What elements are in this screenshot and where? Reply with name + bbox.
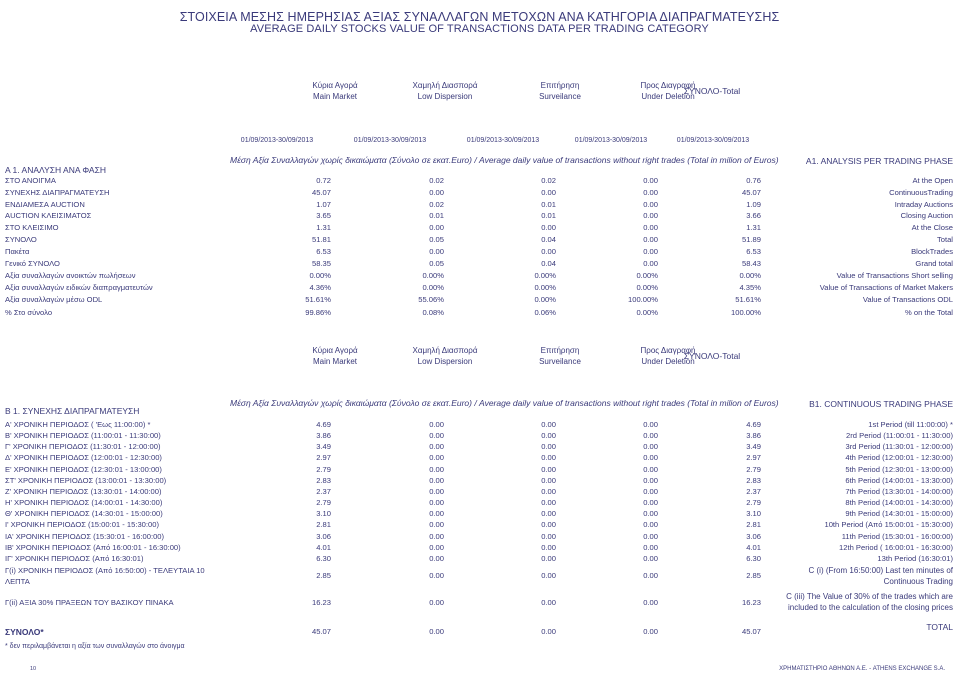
- cell-surv: 0.01: [541, 211, 556, 221]
- cell-low: 0.00: [429, 598, 444, 607]
- row-label-en: 1st Period (till 11:00:00) *: [868, 420, 953, 429]
- row-label-en: Value of Transactions ODL: [862, 295, 953, 305]
- cell-low: 0.00: [429, 475, 444, 485]
- cell-main: 3.65: [316, 211, 331, 221]
- col-header-en: Main Market: [312, 92, 357, 101]
- col-header-gr: Κύρια Αγορά: [312, 81, 358, 90]
- cell-del: 0.00: [643, 176, 658, 185]
- top-col-1: [385, 80, 505, 102]
- row-label: ΣΤ' ΧΡΟΝΙΚΗ ΠΕΡΙΟΔΟΣ (13:00:01 - 13:30:00): [5, 475, 167, 485]
- row-label-en: C (iii) The Value of 30% of the trades which are: [786, 592, 953, 601]
- cell-main: 3.86: [316, 431, 331, 441]
- row-label-en: 6th Period (14:00:01 - 13:30:00): [845, 475, 953, 485]
- row-label: Ι' ΧΡΟΝΙΚΗ ΠΕΡΙΟΔΟΣ (15:00:01 - 15:30:00): [5, 520, 159, 530]
- cell-total: 58.43: [741, 258, 761, 268]
- cell-del: 0.00: [643, 509, 658, 519]
- cell-del: 0.00: [643, 486, 658, 496]
- col-header-gr: Χαμηλή Διασπορά: [412, 81, 478, 90]
- row-label-en: C (i) (From 16:50:00) Last ten minutes of: [808, 566, 953, 575]
- cell-del: 0.00%: [636, 270, 658, 280]
- cell-low: 0.00: [429, 442, 444, 452]
- cell-del: 0.00: [643, 542, 658, 552]
- row-label: ΙΑ' ΧΡΟΝΙΚΗ ΠΕΡΙΟΔΟΣ (15:30:01 - 16:00:00): [5, 531, 165, 541]
- cell-surv: 0.01: [541, 199, 556, 209]
- page-number: 10: [30, 666, 37, 672]
- bottom-col-2: [500, 345, 620, 367]
- cell-surv: 0.00: [541, 453, 556, 463]
- cell-low: 0.00: [429, 420, 444, 429]
- row-label-en: 11th Period (15:30:01 - 16:00:00): [841, 531, 953, 541]
- row-label-en: ContinuousTrading: [889, 187, 953, 197]
- cell-main: 16.23: [311, 598, 331, 607]
- row-label: ΣΤΟ ΑΝΟΙΓΜΑ: [5, 176, 56, 185]
- date-range-2: 01/09/2013-30/09/2013: [466, 137, 540, 144]
- cell-total: 0.00%: [739, 270, 761, 280]
- publisher: ΧΡΗΜΑΤΙΣΤΗΡΙΟ ΑΘΗΝΩΝ Α.Ε. - ATHENS EXCHANGE S.A.: [779, 666, 945, 672]
- cell-low: 0.01: [429, 211, 444, 221]
- cell-low: 0.02: [429, 199, 444, 209]
- cell-low: 0.00: [429, 464, 444, 474]
- cell-low: 0.00: [429, 246, 444, 256]
- row-label: ΙΓ' ΧΡΟΝΙΚΗ ΠΕΡΙΟΔΟΣ (Από 16:30:01): [5, 553, 144, 563]
- cell-main: 4.69: [316, 420, 331, 429]
- row-label: Γενικό ΣΥΝΟΛΟ: [5, 258, 60, 268]
- cell-main: 51.61%: [305, 295, 331, 305]
- col-header-en: Surveilance: [539, 92, 581, 101]
- cell-total: 3.86: [746, 431, 761, 441]
- row-label: ΣΥΝΕΧΗΣ ΔΙΑΠΡΑΓΜΑΤΕΥΣΗ: [5, 187, 110, 197]
- row-label: Α' ΧΡΟΝΙΚΗ ΠΕΡΙΟΔΟΣ ( 'Εως 11:00:00) *: [5, 420, 151, 429]
- cell-main: 4.36%: [309, 282, 331, 292]
- row-label: Ζ' ΧΡΟΝΙΚΗ ΠΕΡΙΟΔΟΣ (13:30:01 - 14:00:00): [5, 486, 162, 496]
- cell-del: 0.00: [643, 553, 658, 563]
- cell-del: 0.00: [643, 531, 658, 541]
- cell-main: 2.97: [316, 453, 331, 463]
- cell-main: 45.07: [311, 187, 331, 197]
- col-header-gr: Προς Διαγραφή: [640, 346, 696, 355]
- cell-surv: 0.00: [541, 509, 556, 519]
- row-label-2: ΛΕΠΤΑ: [5, 577, 30, 586]
- cell-main: 2.79: [316, 498, 331, 508]
- row-label: AUCTION ΚΛΕΙΣΙΜΑΤΟΣ: [5, 211, 92, 221]
- cell-total: 4.35%: [739, 282, 761, 292]
- cell-surv: 0.04: [541, 235, 556, 244]
- cell-total: 2.79: [746, 464, 761, 474]
- row-label: Πακέτα: [5, 246, 30, 256]
- cell-total: 6.30: [746, 553, 761, 563]
- cell-del: 0.00: [643, 420, 658, 429]
- row-label: Θ' ΧΡΟΝΙΚΗ ΠΕΡΙΟΔΟΣ (14:30:01 - 15:00:00): [5, 509, 163, 519]
- cell-surv: 0.00%: [534, 270, 556, 280]
- row-label-en: Total: [936, 235, 953, 244]
- row-label-en: Value of Transactions of Market Makers: [819, 282, 953, 292]
- cell-low: 0.00: [429, 431, 444, 441]
- cell-del: 0.00: [643, 431, 658, 441]
- cell-total: 2.85: [746, 571, 761, 580]
- cell-del: 0.00: [643, 627, 658, 636]
- row-label-en: Value of Transactions Short selling: [836, 270, 953, 280]
- cell-total: 3.06: [746, 531, 761, 541]
- row-label-en: 9th Period (14:30:01 - 15:00:00): [845, 509, 953, 519]
- cell-low: 0.08%: [422, 307, 444, 317]
- cell-surv: 0.00: [541, 420, 556, 429]
- cell-total: 4.01: [746, 542, 761, 552]
- cell-total: 3.66: [746, 211, 761, 221]
- row-label-en: 8th Period (14:00:01 - 14:30:00): [845, 498, 953, 508]
- col-header-en: Low Dispersion: [417, 357, 473, 366]
- cell-main: 1.31: [316, 223, 331, 233]
- cell-main: 2.81: [316, 520, 331, 530]
- subtitle-a: Μέση Αξία Συναλλαγών χωρίς δικαιώματα (Σύνολο σε εκατ.Euro) / Average daily value of transactions without right trades (Total in milion of Euros): [230, 155, 779, 165]
- cell-total: 6.53: [746, 246, 761, 256]
- cell-total: 2.81: [746, 520, 761, 530]
- col-header-gr: Προς Διαγραφή: [640, 81, 696, 90]
- cell-surv: 0.00: [541, 486, 556, 496]
- cell-surv: 0.00%: [534, 282, 556, 292]
- cell-total: 2.97: [746, 453, 761, 463]
- cell-low: 0.00: [429, 520, 444, 530]
- cell-surv: 0.00%: [534, 295, 556, 305]
- row-label: Γ(ii) ΑΞΙΑ 30% ΠΡΑΞΕΩΝ ΤΟΥ ΒΑΣΙΚΟΥ ΠΙΝΑΚΑ: [5, 598, 174, 607]
- row-label: Γ' ΧΡΟΝΙΚΗ ΠΕΡΙΟΔΟΣ (11:30:01 - 12:00:00): [5, 442, 161, 452]
- cell-del: 0.00: [643, 453, 658, 463]
- top-col-2: [500, 80, 620, 102]
- row-label-en: BlockTrades: [911, 246, 953, 256]
- row-label-en: Closing Auction: [900, 211, 953, 221]
- cell-del: 0.00: [643, 235, 658, 244]
- row-label: Αξία συναλλαγών μέσω ODL: [5, 295, 103, 305]
- page-title-english: AVERAGE DAILY STOCKS VALUE OF TRANSACTIONS DATA PER TRADING CATEGORY: [250, 23, 709, 35]
- cell-low: 0.00%: [422, 270, 444, 280]
- cell-main: 99.86%: [305, 307, 331, 317]
- cell-surv: 0.00: [541, 187, 556, 197]
- cell-main: 6.30: [316, 553, 331, 563]
- cell-del: 0.00%: [636, 307, 658, 317]
- row-label-en: % on the Total: [905, 307, 953, 317]
- top-col-total: ΣΥΝΟΛΟ-Total: [683, 86, 741, 96]
- cell-del: 0.00: [643, 187, 658, 197]
- cell-surv: 0.00: [541, 442, 556, 452]
- cell-surv: 0.00: [541, 531, 556, 541]
- cell-del: 0.00: [643, 258, 658, 268]
- col-header-en: Surveilance: [539, 357, 581, 366]
- cell-low: 0.00: [429, 223, 444, 233]
- cell-surv: 0.04: [541, 258, 556, 268]
- cell-del: 0.00: [643, 475, 658, 485]
- cell-main: 3.10: [316, 509, 331, 519]
- cell-surv: 0.06%: [534, 307, 556, 317]
- cell-low: 0.00: [429, 486, 444, 496]
- cell-total: 45.07: [741, 627, 761, 636]
- col-header-en: Under Deletion: [641, 357, 695, 366]
- section-a-title-en: A1. ANALYSIS PER TRADING PHASE: [805, 156, 953, 166]
- cell-del: 0.00%: [636, 282, 658, 292]
- cell-total: 1.09: [746, 199, 761, 209]
- row-label-en: 13th Period (16:30:01): [877, 553, 953, 563]
- cell-surv: 0.00: [541, 553, 556, 563]
- row-label-en: 5th Period (12:30:01 - 13:00:00): [845, 464, 953, 474]
- section-b-title: Β 1. ΣΥΝΕΧΗΣ ΔΙΑΠΡΑΓΜΑΤΕΥΣΗ: [5, 406, 140, 416]
- col-header-gr: Επιτήρηση: [540, 81, 580, 90]
- cell-del: 0.00: [643, 464, 658, 474]
- row-label: ΣΥΝΟΛΟ*: [5, 627, 44, 637]
- cell-del: 0.00: [643, 246, 658, 256]
- cell-total: 45.07: [741, 187, 761, 197]
- cell-surv: 0.00: [541, 498, 556, 508]
- row-label: Β' ΧΡΟΝΙΚΗ ΠΕΡΙΟΔΟΣ (11:00:01 - 11:30:00): [5, 431, 161, 441]
- row-label-en: 10th Period (Από 15:00:01 - 15:30:00): [824, 520, 953, 530]
- cell-del: 0.00: [643, 199, 658, 209]
- cell-surv: 0.00: [541, 223, 556, 233]
- page-title-greek: ΣΤΟΙΧΕΙΑ ΜΕΣΗΣ ΗΜΕΡΗΣΙΑΣ ΑΞΙΑΣ ΣΥΝΑΛΛΑΓΩΝ ΜΕΤΟΧΩΝ ΑΝΑ ΚΑΤΗΓΟΡΙΑ ΔΙΑΠΡΑΓΜΑΤΕΥΣΗΣ: [179, 10, 780, 24]
- row-label: Δ' ΧΡΟΝΙΚΗ ΠΕΡΙΟΔΟΣ (12:00:01 - 12:30:00): [5, 453, 162, 463]
- col-header-en: Under Deletion: [641, 92, 695, 101]
- cell-del: 0.00: [643, 211, 658, 221]
- cell-total: 2.79: [746, 498, 761, 508]
- cell-surv: 0.00: [541, 431, 556, 441]
- row-label: Αξία συναλλαγών ειδικών διαπραγματευτών: [5, 282, 153, 292]
- cell-main: 3.06: [316, 531, 331, 541]
- row-label-en: 2rd Period (11:00:01 - 11:30:00): [846, 431, 953, 441]
- cell-total: 3.10: [746, 509, 761, 519]
- cell-low: 0.00: [429, 187, 444, 197]
- row-label: ΙΒ' ΧΡΟΝΙΚΗ ΠΕΡΙΟΔΟΣ (Από 16:00:01 - 16:30:00): [5, 542, 181, 552]
- row-label-en: 4th Period (12:00:01 - 12:30:00): [845, 453, 953, 463]
- cell-low: 0.00: [429, 553, 444, 563]
- row-label: Γ(i) ΧΡΟΝΙΚΗ ΠΕΡΙΟΔΟΣ (Από 16:50:00) - ΤΕΛΕΥΤΑΙΑ 10: [5, 566, 205, 575]
- cell-surv: 0.00: [541, 571, 556, 580]
- cell-del: 0.00: [643, 223, 658, 233]
- cell-main: 0.00%: [309, 270, 331, 280]
- row-label: Ε' ΧΡΟΝΙΚΗ ΠΕΡΙΟΔΟΣ (12:30:01 - 13:00:00): [5, 464, 162, 474]
- cell-low: 0.00: [429, 509, 444, 519]
- cell-total: 51.61%: [735, 295, 761, 305]
- cell-total: 51.89: [741, 235, 761, 244]
- cell-low: 55.06%: [418, 295, 444, 305]
- cell-low: 0.00: [429, 498, 444, 508]
- cell-total: 2.83: [746, 475, 761, 485]
- cell-main: 0.72: [316, 176, 331, 185]
- cell-del: 0.00: [643, 571, 658, 580]
- bottom-col-total: ΣΥΝΟΛΟ-Total: [683, 351, 741, 361]
- cell-low: 0.00: [429, 542, 444, 552]
- cell-surv: 0.00: [541, 464, 556, 474]
- cell-total: 4.69: [746, 420, 761, 429]
- cell-low: 0.05: [429, 235, 444, 244]
- col-header-en: Main Market: [312, 357, 357, 366]
- row-label-en: Grand total: [915, 258, 953, 268]
- row-label: ΣΤΟ ΚΛΕΙΣΙΜΟ: [5, 223, 59, 233]
- cell-low: 0.00%: [422, 282, 444, 292]
- row-label: ΕΝΔΙΑΜΕΣΑ AUCTION: [5, 199, 85, 209]
- cell-main: 45.07: [311, 627, 331, 636]
- top-col-0: [275, 80, 395, 102]
- cell-main: 58.35: [311, 258, 331, 268]
- col-header-gr: Χαμηλή Διασπορά: [412, 346, 478, 355]
- row-label-en-2: Continuous Trading: [883, 577, 953, 586]
- cell-main: 51.81: [311, 235, 331, 244]
- cell-main: 4.01: [316, 542, 331, 552]
- row-label: ΣΥΝΟΛΟ: [5, 235, 37, 244]
- row-label-en: 12th Period ( 16:00:01 - 16:30:00): [839, 542, 953, 552]
- cell-main: 1.07: [316, 199, 331, 209]
- cell-low: 0.00: [429, 453, 444, 463]
- bottom-col-0: [275, 345, 395, 367]
- cell-main: 2.79: [316, 464, 331, 474]
- cell-surv: 0.02: [541, 176, 556, 185]
- subtitle-b: Μέση Αξία Συναλλαγών χωρίς δικαιώματα (Σύνολο σε εκατ.Euro) / Average daily value of transactions without right trades (Total in milion of Euros): [230, 398, 779, 408]
- cell-surv: 0.00: [541, 598, 556, 607]
- cell-total: 100.00%: [731, 307, 761, 317]
- cell-surv: 0.00: [541, 246, 556, 256]
- row-label: % Στο σύνολο: [5, 307, 53, 317]
- cell-surv: 0.00: [541, 627, 556, 636]
- cell-low: 0.05: [429, 258, 444, 268]
- cell-del: 0.00: [643, 442, 658, 452]
- cell-main: 6.53: [316, 246, 331, 256]
- cell-total: 0.76: [746, 176, 761, 185]
- col-header-en: Low Dispersion: [417, 92, 473, 101]
- row-label: Η' ΧΡΟΝΙΚΗ ΠΕΡΙΟΔΟΣ (14:00:01 - 14:30:00): [5, 498, 163, 508]
- cell-low: 0.02: [429, 176, 444, 185]
- col-header-gr: Επιτήρηση: [540, 346, 580, 355]
- cell-main: 2.85: [316, 571, 331, 580]
- date-range-1: 01/09/2013-30/09/2013: [353, 137, 427, 144]
- row-label-en: TOTAL: [926, 622, 953, 632]
- cell-main: 2.83: [316, 475, 331, 485]
- cell-low: 0.00: [429, 627, 444, 636]
- row-label: Αξία συναλλαγών ανοικτών πωλήσεων: [5, 270, 136, 280]
- cell-low: 0.00: [429, 571, 444, 580]
- date-range-3: 01/09/2013-30/09/2013: [574, 137, 648, 144]
- bottom-col-1: [385, 345, 505, 367]
- col-header-gr: Κύρια Αγορά: [312, 346, 358, 355]
- section-b-title-en: B1. CONTINUOUS TRADING PHASE: [809, 399, 953, 409]
- cell-total: 16.23: [741, 598, 761, 607]
- cell-total: 2.37: [746, 486, 761, 496]
- row-label-en: At the Close: [911, 223, 953, 233]
- row-label-en: 7th Period (13:30:01 - 14:00:00): [845, 486, 953, 496]
- cell-total: 1.31: [746, 223, 761, 233]
- cell-del: 100.00%: [628, 295, 658, 305]
- row-label-en: Intraday Auctions: [894, 199, 953, 209]
- cell-surv: 0.00: [541, 520, 556, 530]
- cell-total: 3.49: [746, 442, 761, 452]
- section-a-title: Α 1. ΑΝΑΛΥΣΗ ΑΝΑ ΦΑΣΗ: [5, 165, 106, 175]
- cell-main: 3.49: [316, 442, 331, 452]
- cell-surv: 0.00: [541, 475, 556, 485]
- row-label-en: 3rd Period (11:30:01 - 12:00:00): [845, 442, 953, 452]
- row-label-en: At the Open: [912, 176, 953, 185]
- date-range-4: 01/09/2013-30/09/2013: [676, 137, 750, 144]
- cell-del: 0.00: [643, 498, 658, 508]
- cell-main: 2.37: [316, 486, 331, 496]
- cell-low: 0.00: [429, 531, 444, 541]
- cell-del: 0.00: [643, 598, 658, 607]
- date-range-0: 01/09/2013-30/09/2013: [240, 137, 314, 144]
- cell-surv: 0.00: [541, 542, 556, 552]
- footnote: * δεν περιλαμβάνεται η αξία των συναλλαγών στο άνοιγμα: [5, 643, 185, 650]
- cell-del: 0.00: [643, 520, 658, 530]
- row-label-en-2: included to the calculation of the closing prices: [788, 603, 953, 612]
